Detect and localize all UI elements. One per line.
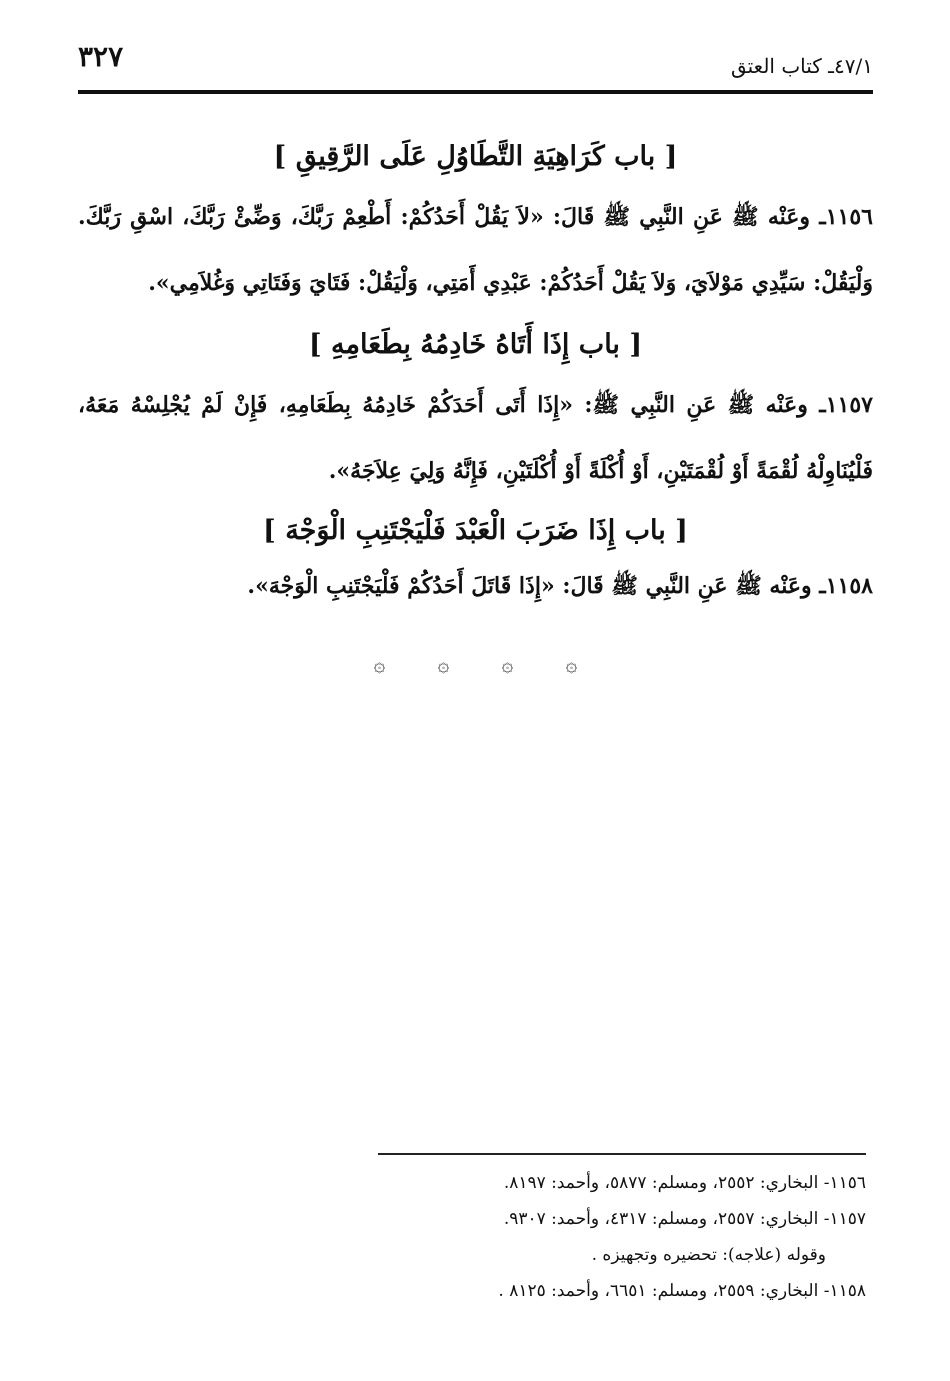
chapter-title-3: [ باب إِذَا ضَرَبَ الْعَبْدَ فَلْيَجْتَنِبِ الْوَجْهَ ] xyxy=(263,514,688,546)
footnote-note: وقوله (علاجه): تحضيره وتجهيزه . xyxy=(591,1245,826,1265)
running-head: ٤٧/١ـ كتاب العتق xyxy=(730,54,873,78)
footnote-1157: ١١٥٧- البخاري: ٢٥٥٧، ومسلم: ٤٣١٧، وأحمد: ٩٣٠٧. xyxy=(503,1209,866,1229)
footnotes xyxy=(366,1165,866,1309)
header-rule xyxy=(78,90,873,94)
ornament-star-icon: ۞ xyxy=(565,652,578,677)
chapter-title-1: [ باب كَرَاهِيَةِ التَّطَاوُلِ عَلَى الرَّقِيقِ ] xyxy=(273,141,678,172)
footnote-1158: ١١٥٨- البخاري: ٢٥٥٩، ومسلم: ٦٦٥١، وأحمد: ٨١٢٥ . xyxy=(498,1281,866,1301)
section-ornaments xyxy=(78,653,873,675)
footnote-rule xyxy=(378,1153,866,1155)
hadith-1157: ١١٥٧ـ وعَنْه ﷺ عَنِ النَّبِي ﷺ: «إِذَا أَتَى أَحَدَكُمْ خَادِمُهُ بِطَعَامِهِ، فَإِنْ لَمْ يُجْلِسْهُ مَعَهُ، فَلْيُنَاوِلْهُ لُقْمَةً أَوْ لُقْمَتَيْنِ، أَوْ أُكْلَةً أَوْ أُكْلَتَيْنِ، فَإِنَّهُ وَلِيَ عِلاَجَهُ». xyxy=(78,391,873,484)
chapter-title-2: [ باب إِذَا أَتَاهُ خَادِمُهُ بِطَعَامِهِ ] xyxy=(308,328,643,360)
hadith-1158: ١١٥٨ـ وعَنْه ﷺ عَنِ النَّبِي ﷺ قَالَ: «إِذَا قَاتَلَ أَحَدُكُمْ فَلْيَجْتَنِبِ الْوَجْهَ». xyxy=(247,573,873,600)
hadith-1156: ١١٥٦ـ وعَنْه ﷺ عَنِ النَّبِي ﷺ قَالَ: «لاَ يَقُلْ أَحَدُكُمْ: أَطْعِمْ رَبَّكَ، وَضِّئْ رَبَّكَ، اسْقِ رَبَّكَ. وَلْيَقُلْ: سَيِّدِي مَوْلاَيَ، وَلاَ يَقُلْ أَحَدُكُمْ: عَبْدِي أَمَتِي، وَلْيَقُلْ: فَتَايَ وَفَتَاتِي وَغُلاَمِي». xyxy=(78,203,873,296)
ornament-star-icon: ۞ xyxy=(501,652,514,677)
footnote-1156: ١١٥٦- البخاري: ٢٥٥٢، ومسلم: ٥٨٧٧، وأحمد: ٨١٩٧. xyxy=(503,1173,866,1193)
ornament-star-icon: ۞ xyxy=(437,652,450,677)
main-content xyxy=(78,130,873,675)
page-header xyxy=(78,40,873,92)
ornament-star-icon: ۞ xyxy=(373,652,386,677)
page-number: ٣٢٧ xyxy=(78,40,124,73)
